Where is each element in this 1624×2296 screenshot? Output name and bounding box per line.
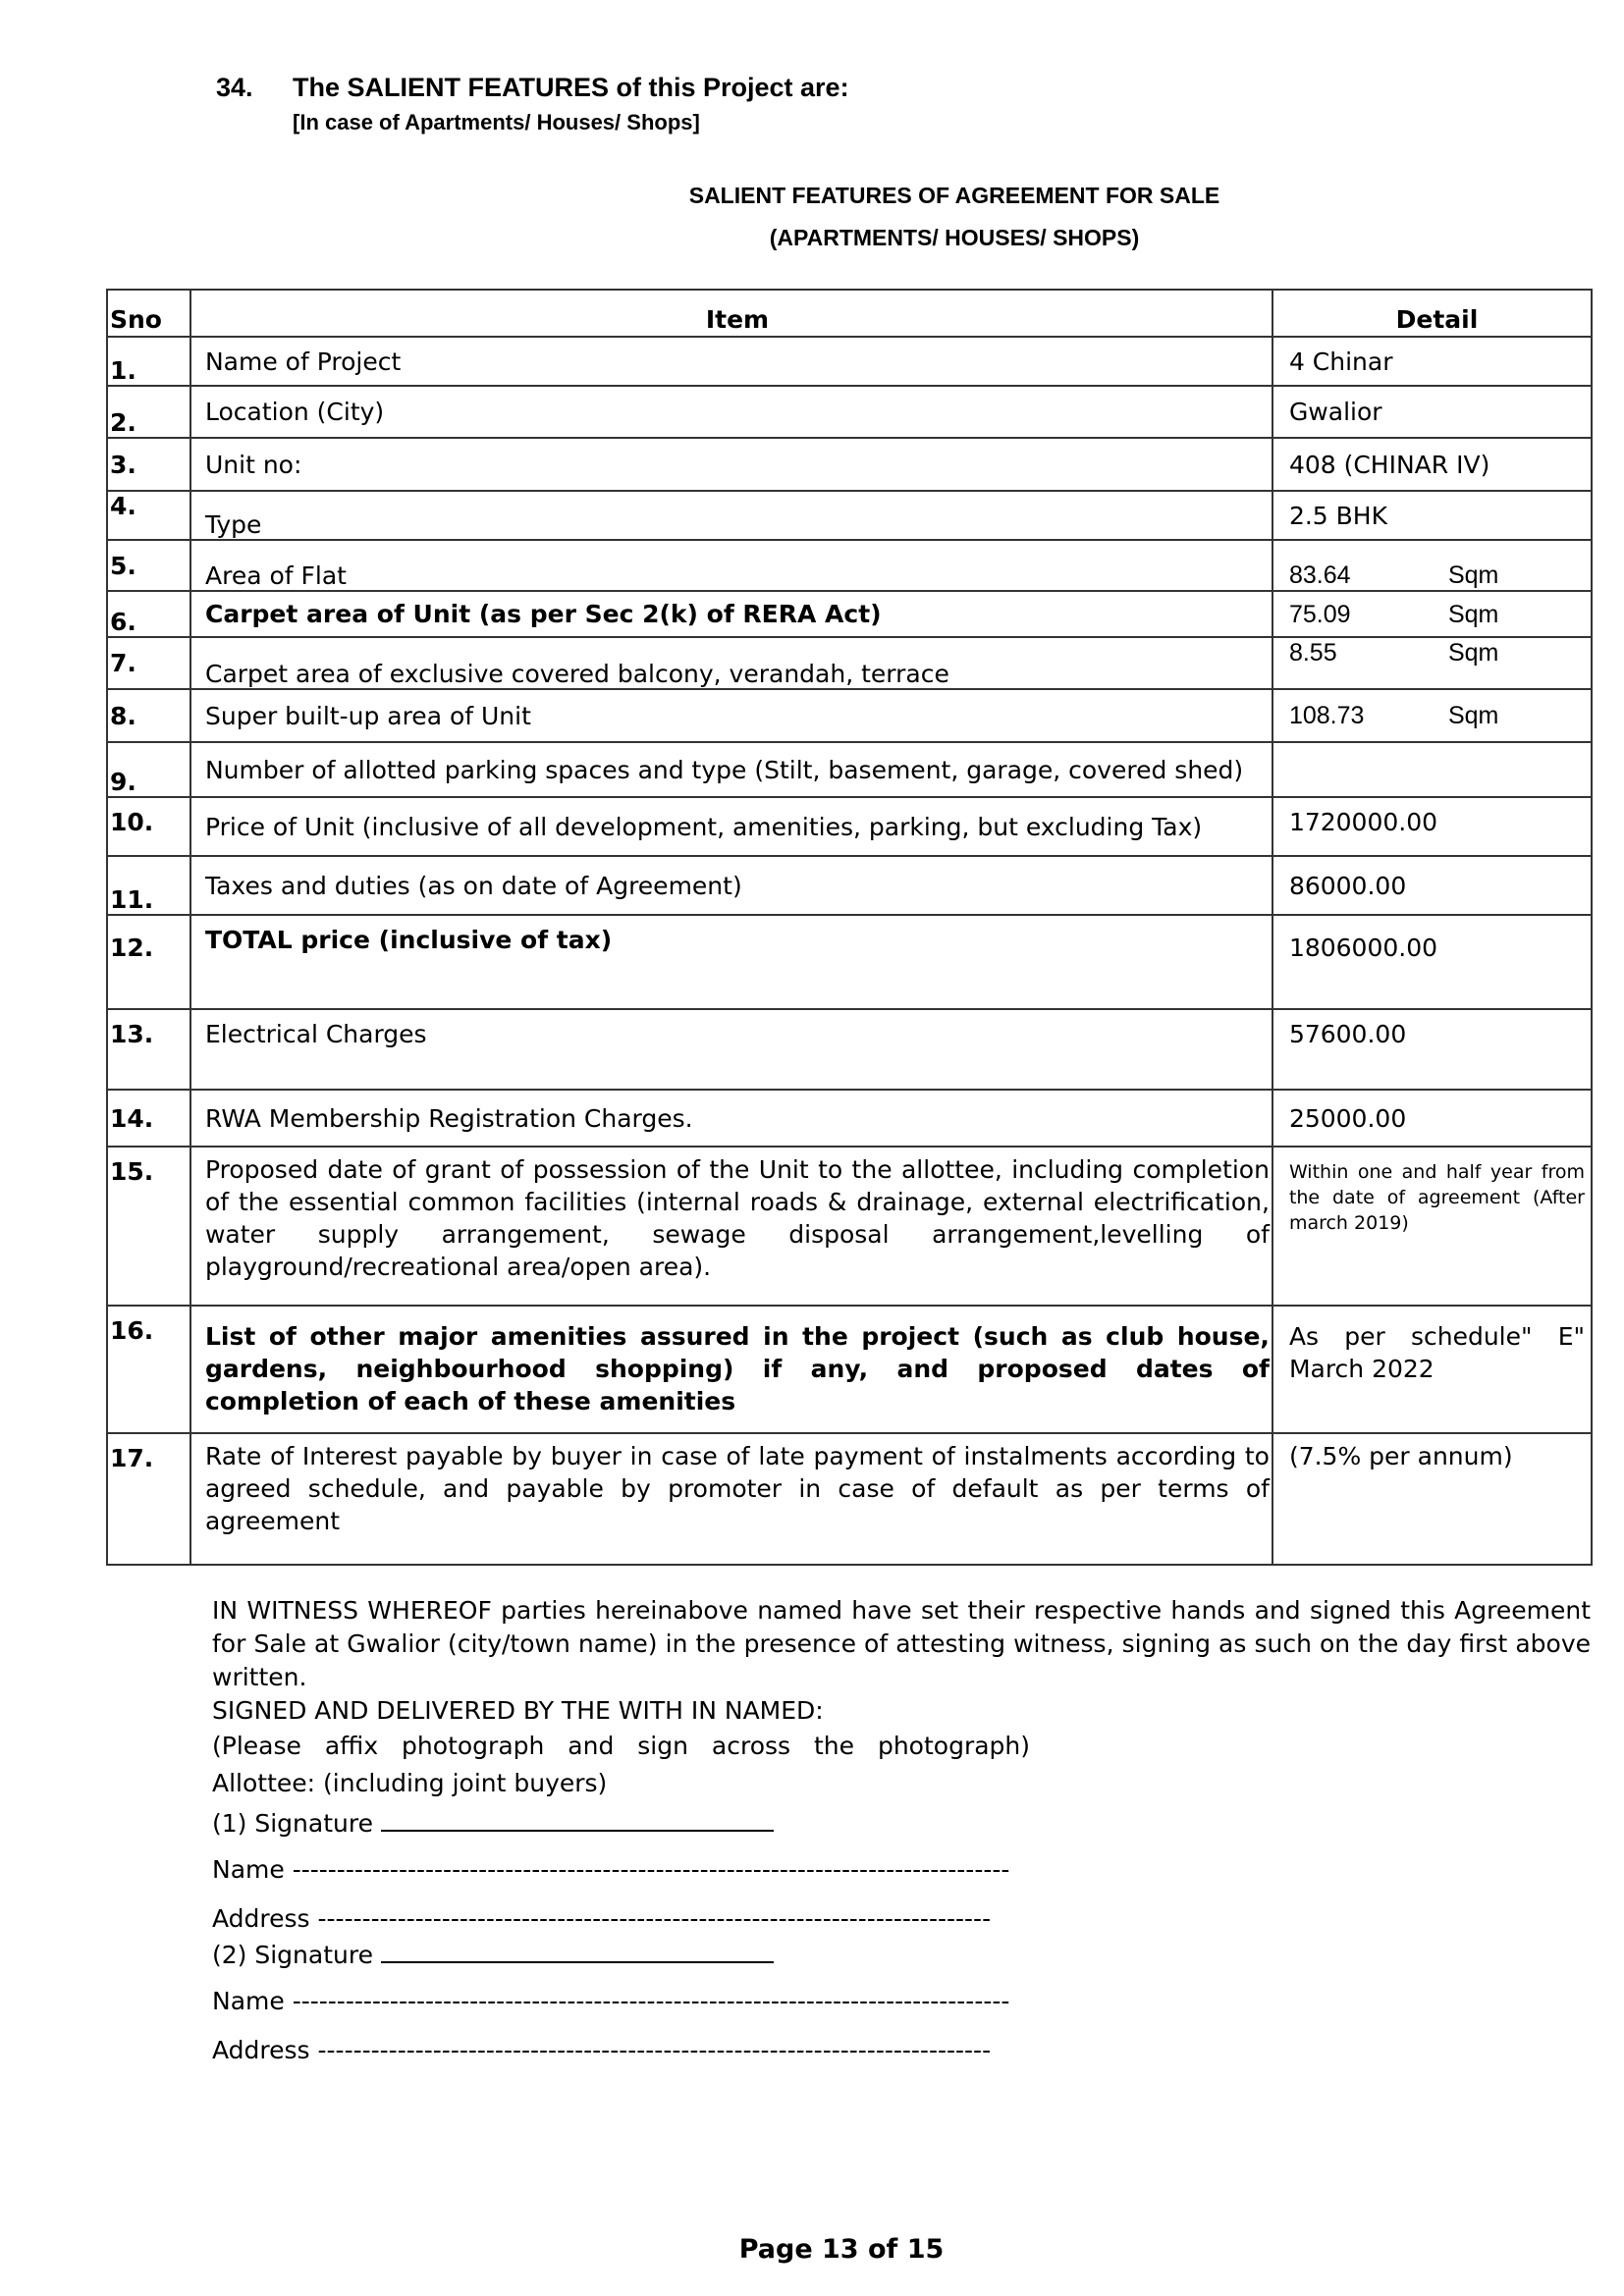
table-row <box>107 797 1592 856</box>
row-item: Carpet area of exclusive covered balcony, verandah, terrace <box>190 637 1272 689</box>
table-row <box>107 856 1592 915</box>
row-item: TOTAL price (inclusive of tax) <box>190 915 1272 1009</box>
area-value: 83.64 <box>1288 561 1351 589</box>
row-sno: 13. <box>107 1009 190 1090</box>
row-item: Number of allotted parking spaces and type (Stilt, basement, garage, covered shed) <box>190 742 1272 797</box>
row-sno: 14. <box>107 1090 190 1147</box>
row-detail <box>1272 540 1592 591</box>
signature-2-label: (2) Signature <box>212 1941 381 1969</box>
signature-1-label: (1) Signature <box>212 1809 381 1838</box>
area-value: 75.09 <box>1288 600 1351 628</box>
signature-1-line <box>381 1804 774 1832</box>
row-item: Unit no: <box>190 438 1272 491</box>
salient-features-table <box>106 289 1593 1566</box>
table-row <box>107 742 1592 797</box>
page-number: Page 13 of 15 <box>738 2234 945 2265</box>
table-row <box>107 491 1592 540</box>
row-detail: (7.5% per annum) <box>1272 1433 1592 1565</box>
row-detail: 4 Chinar <box>1272 337 1592 386</box>
row-detail: 408 (CHINAR IV) <box>1272 438 1592 491</box>
row-detail: 25000.00 <box>1272 1090 1592 1147</box>
header-item: Item <box>190 290 1272 337</box>
name-1-field: Name --------------------------------------------------------------------------------- <box>212 1855 1010 1884</box>
row-sno: 5. <box>107 540 190 591</box>
signature-2-line <box>381 1936 774 1963</box>
section-heading <box>216 73 849 103</box>
area-value: 108.73 <box>1288 702 1365 729</box>
row-detail <box>1272 689 1592 742</box>
row-item: Location (City) <box>190 386 1272 438</box>
allottee-label: Allottee: (including joint buyers) <box>212 1769 608 1797</box>
section-number: 34. <box>216 73 253 102</box>
row-detail: As per schedule" E" March 2022 <box>1272 1306 1592 1433</box>
row-item: List of other major amenities assured in the project (such as club house, gardens, neighbourhood shopping) if any, and proposed dates of completion of each of these amenities <box>190 1306 1272 1433</box>
row-detail: 1720000.00 <box>1272 797 1592 856</box>
header-sno: Sno <box>107 290 190 337</box>
row-item: Type <box>190 491 1272 540</box>
table-row <box>107 438 1592 491</box>
row-sno: 4. <box>107 491 190 540</box>
row-sno: 16. <box>107 1306 190 1433</box>
table-header-row <box>107 290 1592 337</box>
signed-delivered-text: SIGNED AND DELIVERED BY THE WITH IN NAMED: <box>212 1696 824 1725</box>
area-unit: Sqm <box>1447 702 1499 729</box>
row-sno: 12. <box>107 915 190 1009</box>
row-sno: 2. <box>107 386 190 438</box>
row-detail: 2.5 BHK <box>1272 491 1592 540</box>
area-value: 8.55 <box>1288 639 1337 667</box>
document-title: SALIENT FEATURES OF AGREEMENT FOR SALE <box>688 183 1220 208</box>
row-detail: 1806000.00 <box>1272 915 1592 1009</box>
row-sno: 17. <box>107 1433 190 1565</box>
address-2-field: Address ---------------------------------------------------------------------------- <box>212 2036 992 2064</box>
row-item: Name of Project <box>190 337 1272 386</box>
table-row <box>107 337 1592 386</box>
row-sno: 7. <box>107 637 190 689</box>
row-detail <box>1272 742 1592 797</box>
row-detail: 57600.00 <box>1272 1009 1592 1090</box>
row-sno: 11. <box>107 856 190 915</box>
row-sno: 6. <box>107 591 190 637</box>
row-sno: 9. <box>107 742 190 797</box>
row-item: Price of Unit (inclusive of all development, amenities, parking, but excluding Tax) <box>190 797 1272 856</box>
witness-section <box>212 1594 1591 2067</box>
area-unit: Sqm <box>1447 561 1499 589</box>
row-item: Super built-up area of Unit <box>190 689 1272 742</box>
area-unit: Sqm <box>1447 600 1499 628</box>
row-item: Area of Flat <box>190 540 1272 591</box>
row-sno: 8. <box>107 689 190 742</box>
table-row <box>107 540 1592 591</box>
row-item: RWA Membership Registration Charges. <box>190 1090 1272 1147</box>
section-subtitle: [In case of Apartments/ Houses/ Shops] <box>293 110 700 134</box>
address-1-field: Address ---------------------------------------------------------------------------- <box>212 1904 992 1933</box>
row-detail: Within one and half year from the date of agreement (After march 2019) <box>1272 1147 1592 1306</box>
row-sno: 10. <box>107 797 190 856</box>
row-item: Carpet area of Unit (as per Sec 2(k) of RERA Act) <box>190 591 1272 637</box>
table-row <box>107 1009 1592 1090</box>
row-item: Proposed date of grant of possession of the Unit to the allottee, including completion of the essential common facilities (internal roads & drainage, external electrification, water supply arrangement, sewage disposal arrangement,levelling of playground/recreational area/open area). <box>190 1147 1272 1306</box>
table-row <box>107 915 1592 1009</box>
photo-note: (Please affix photograph and sign across the photograph) <box>212 1732 1031 1760</box>
table-row <box>107 689 1592 742</box>
table-row <box>107 637 1592 689</box>
signature-1-row <box>212 1804 1591 1838</box>
name-2-field: Name --------------------------------------------------------------------------------- <box>212 1987 1010 2015</box>
row-sno: 15. <box>107 1147 190 1306</box>
row-item: Rate of Interest payable by buyer in case of late payment of instalments according to agreed schedule, and payable by promoter in case of default as per terms of agreement <box>190 1433 1272 1565</box>
row-detail: 86000.00 <box>1272 856 1592 915</box>
witness-paragraph: IN WITNESS WHEREOF parties hereinabove named have set their respective hands and signed this Agreement for Sale at Gwalior (city/town name) in the presence of attesting witness, signing as such on the day first above written. <box>212 1596 1591 1691</box>
row-item: Electrical Charges <box>190 1009 1272 1090</box>
table-row <box>107 386 1592 438</box>
signature-2-row <box>212 1936 1591 1969</box>
row-sno: 1. <box>107 337 190 386</box>
table-row <box>107 1147 1592 1306</box>
row-item: Taxes and duties (as on date of Agreement) <box>190 856 1272 915</box>
table-row <box>107 1306 1592 1433</box>
row-sno: 3. <box>107 438 190 491</box>
table-row <box>107 1090 1592 1147</box>
row-detail <box>1272 591 1592 637</box>
document-subtitle: (APARTMENTS/ HOUSES/ SHOPS) <box>769 225 1140 250</box>
table-row <box>107 1433 1592 1565</box>
row-detail <box>1272 637 1592 689</box>
section-title: The SALIENT FEATURES of this Project are: <box>293 73 849 102</box>
area-unit: Sqm <box>1447 639 1499 667</box>
table-row <box>107 591 1592 637</box>
row-detail: Gwalior <box>1272 386 1592 438</box>
header-detail: Detail <box>1272 290 1592 337</box>
